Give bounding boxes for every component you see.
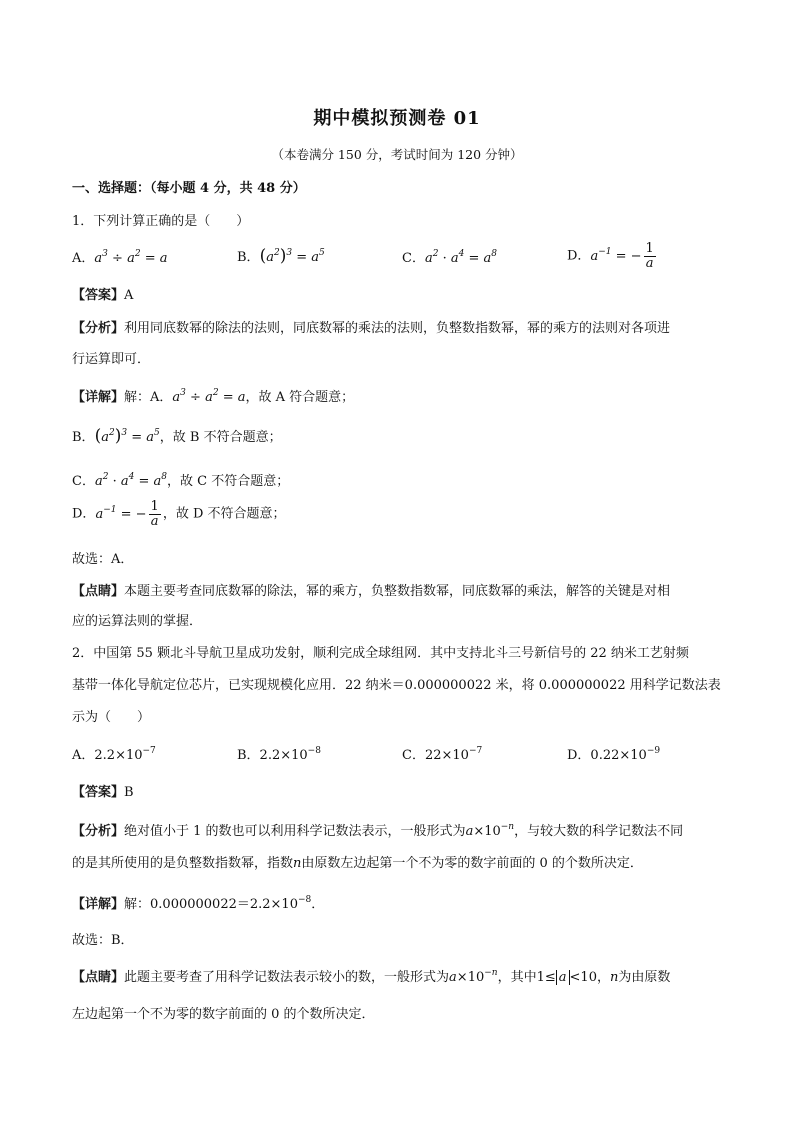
q2-analysis-line-2: 的是其所使用的是负整数指数幂，指数n由原数左边起第一个不为零的数字前面的 0 的个数所决定． bbox=[72, 856, 643, 871]
q2-comment-line-2: 左边起第一个不为零的数字前面的 0 的个数所决定． bbox=[72, 1007, 375, 1022]
q1-answer: 【答案】A bbox=[72, 288, 134, 303]
q1-detail-d: D．$a^{-1}$ = − $\frac{1}{a}$ ，故 D 不符合题意； bbox=[72, 499, 286, 529]
q2-option-c: C．$22\times 10^{-7}$ bbox=[402, 746, 483, 763]
q1-option-b: B．$(a^2)^3 = a^5$ bbox=[237, 246, 325, 267]
q2-comment-line-1: 【点睛】此题主要考查了用科学记数法表示较小的数，一般形式为$a\times 10^{-n}$，其中1≤ a <10，n为由原数 bbox=[72, 968, 671, 985]
q1-comment-line-2: 应的运算法则的掌握． bbox=[72, 614, 203, 629]
q2-option-d: D．$0.22\times 10^{-9}$ bbox=[567, 746, 661, 763]
q2-option-a: A．$2.2\times 10^{-7}$ bbox=[72, 746, 156, 763]
question-2-options bbox=[72, 744, 732, 763]
question-1-stem: 1．下列计算正确的是（ ） bbox=[72, 214, 250, 229]
q1-analysis-line-2: 行运算即可． bbox=[72, 352, 151, 367]
question-2-stem-line-1: 2．中国第 55 颗北斗导航卫星成功发射，顺利完成全球组网．其中支持北斗三号新信号的 22 纳米工艺射频 bbox=[72, 646, 689, 661]
section-heading: 一、选择题：（每小题 4 分，共 48 分） bbox=[72, 181, 306, 196]
question-2-stem-line-2: 基带一体化导航定位芯片，已实现规模化应用．22 纳米＝0.000000022 米，将 0.000000022 用科学记数法表 bbox=[72, 678, 721, 693]
q1-detail-a: 【详解】解：A．$a^3 \div a^2 = a$，故 A 符合题意； bbox=[72, 388, 355, 405]
question-1-options bbox=[72, 242, 732, 270]
q2-choose: 故选：B． bbox=[72, 933, 134, 948]
page-subtitle: （本卷满分 150 分，考试时间为 120 分钟） bbox=[271, 147, 523, 162]
question-2-stem-line-3: 示为（ ） bbox=[72, 710, 151, 725]
q1-analysis-line-1: 【分析】利用同底数幂的除法的法则，同底数幂的乘法的法则，负整数指数幂，幂的乘方的法则对各项进 bbox=[72, 321, 671, 336]
q2-answer: 【答案】B bbox=[72, 785, 134, 800]
q1-option-d: D．$a^{-1}$ = − $\frac{1}{a}$ bbox=[567, 241, 654, 271]
q1-option-c: C．$a^2 \cdot a^4 = a^8$ bbox=[402, 248, 498, 266]
q1-choose: 故选：A． bbox=[72, 552, 134, 567]
q1-option-a: A．$a^3 \div a^2 = a$ bbox=[72, 248, 168, 266]
q1-detail-b: B．$(a^2)^3 = a^5$，故 B 不符合题意； bbox=[72, 426, 282, 446]
q2-detail: 【详解】解：$0.000000022=2.2\times 10^{-8}$． bbox=[72, 895, 325, 912]
page-title: 期中模拟预测卷 01 bbox=[313, 108, 481, 129]
q2-option-b: B．$2.2\times 10^{-8}$ bbox=[237, 746, 321, 763]
q2-analysis-line-1: 【分析】绝对值小于 1 的数也可以利用科学记数法表示，一般形式为$a\times 10^{-n}$，与较大数的科学记数法不同 bbox=[72, 822, 684, 839]
q1-detail-c: C．$a^2 \cdot a^4 = a^8$，故 C 不符合题意； bbox=[72, 472, 290, 489]
q1-comment-line-1: 【点睛】本题主要考查同底数幂的除法，幂的乘方，负整数指数幂，同底数幂的乘法，解答的关键是对相 bbox=[72, 584, 671, 599]
